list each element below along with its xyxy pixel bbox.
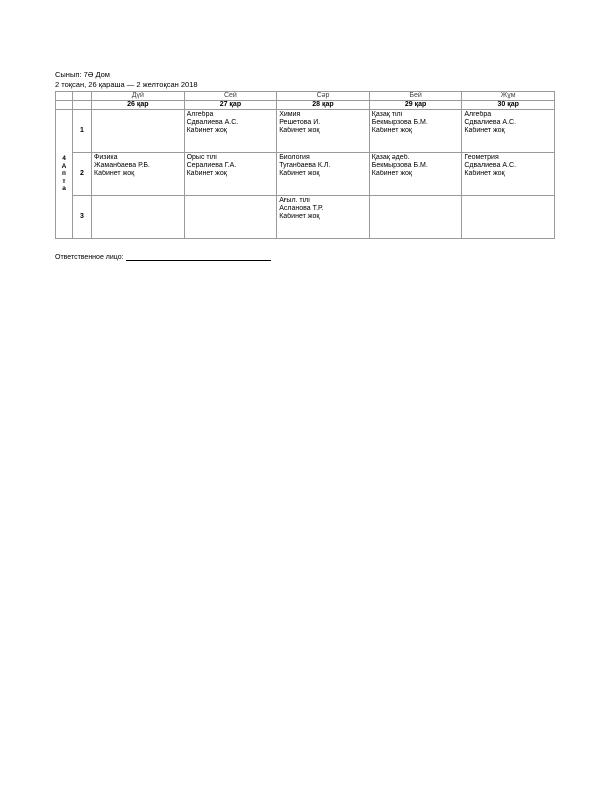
lesson-row-1 [56,110,555,153]
date-header-tue: 27 қар [184,101,277,110]
lesson-cell [92,110,185,153]
lesson-subject: Алгебра [186,111,214,118]
lesson-cell [462,196,555,239]
date-header-thu: 29 қар [369,101,462,110]
lesson-room: Кабинет жоқ [371,127,412,134]
corner-cell [73,101,92,110]
lesson-cell [369,196,462,239]
lesson-room: Кабинет жоқ [186,170,227,177]
period-label: 2 тоқсан, 26 қараша — 2 желтоқсан 2018 [55,80,198,89]
timetable [55,91,555,239]
week-number: 4 [62,155,66,163]
lesson-cell [462,153,555,196]
date-header-mon: 26 қар [92,101,185,110]
day-header-fri: Жұм [462,92,555,101]
lesson-teacher: Решетова И. [279,119,321,126]
corner-cell [73,92,92,101]
class-label: Сынып: 7Ә Дом [55,70,110,79]
lesson-subject: Ағыл. тілі [279,197,310,204]
lesson-room: Кабинет жоқ [279,213,320,220]
lesson-teacher: Бекмырзова Б.М. [371,119,428,126]
lesson-teacher: Туганбаева К.Л. [279,162,331,169]
lesson-room: Кабинет жоқ [464,170,505,177]
lesson-cell [369,153,462,196]
lesson-subject: Биология [279,154,310,161]
lesson-room: Кабинет жоқ [279,170,320,177]
date-header-fri: 30 қар [462,101,555,110]
lesson-cell [277,110,370,153]
lesson-cell [184,153,277,196]
responsible-label: Ответственное лицо: [55,254,124,261]
day-header-tue: Сей [184,92,277,101]
lesson-room: Кабинет жоқ [94,170,135,177]
week-letter: т [62,177,66,185]
lesson-cell [369,110,462,153]
lesson-cell [277,153,370,196]
lesson-teacher: Асланова Т.Р. [279,205,324,212]
lesson-subject: Физика [94,154,118,161]
lesson-cell [462,110,555,153]
lesson-room: Кабинет жоқ [464,127,505,134]
dates-row [56,101,555,110]
signature-line [126,252,271,261]
week-label [56,110,73,239]
lesson-teacher: Бекмырзова Б.М. [371,162,428,169]
lesson-row-3 [56,196,555,239]
lesson-subject: Химия [279,111,301,118]
lesson-teacher: Сералиева Г.А. [186,162,237,169]
lesson-teacher: Сдвалиева А.С. [464,119,517,126]
lesson-teacher: Сдвалиева А.С. [186,119,239,126]
week-letter: а [62,185,66,193]
corner-cell [56,101,73,110]
lesson-subject: Орыс тілі [186,154,217,161]
lesson-number: 1 [73,110,92,153]
lesson-cell [184,196,277,239]
lesson-subject: Геометрия [464,154,499,161]
lesson-subject: Қазақ тілі [371,111,403,118]
lesson-room: Кабинет жоқ [186,127,227,134]
week-letter: п [62,170,66,178]
lesson-subject: Қазақ әдеб. [371,154,410,161]
day-header-mon: Дүй [92,92,185,101]
lesson-number: 2 [73,153,92,196]
lesson-cell [92,196,185,239]
date-header-wed: 28 қар [277,101,370,110]
week-word [56,163,72,193]
lesson-cell [184,110,277,153]
responsible-footer [55,252,271,261]
lesson-row-2 [56,153,555,196]
week-letter: А [61,162,67,170]
lesson-room: Кабинет жоқ [279,127,320,134]
lesson-cell [92,153,185,196]
lesson-room: Кабинет жоқ [371,170,412,177]
lesson-teacher: Жаманбаева Р.Б. [94,162,150,169]
lesson-teacher: Сдвалиева А.С. [464,162,517,169]
lesson-subject: Алгебра [464,111,492,118]
corner-cell [56,92,73,101]
days-row [56,92,555,101]
lesson-number: 3 [73,196,92,239]
day-header-wed: Сәр [277,92,370,101]
day-header-thu: Бей [369,92,462,101]
lesson-cell [277,196,370,239]
